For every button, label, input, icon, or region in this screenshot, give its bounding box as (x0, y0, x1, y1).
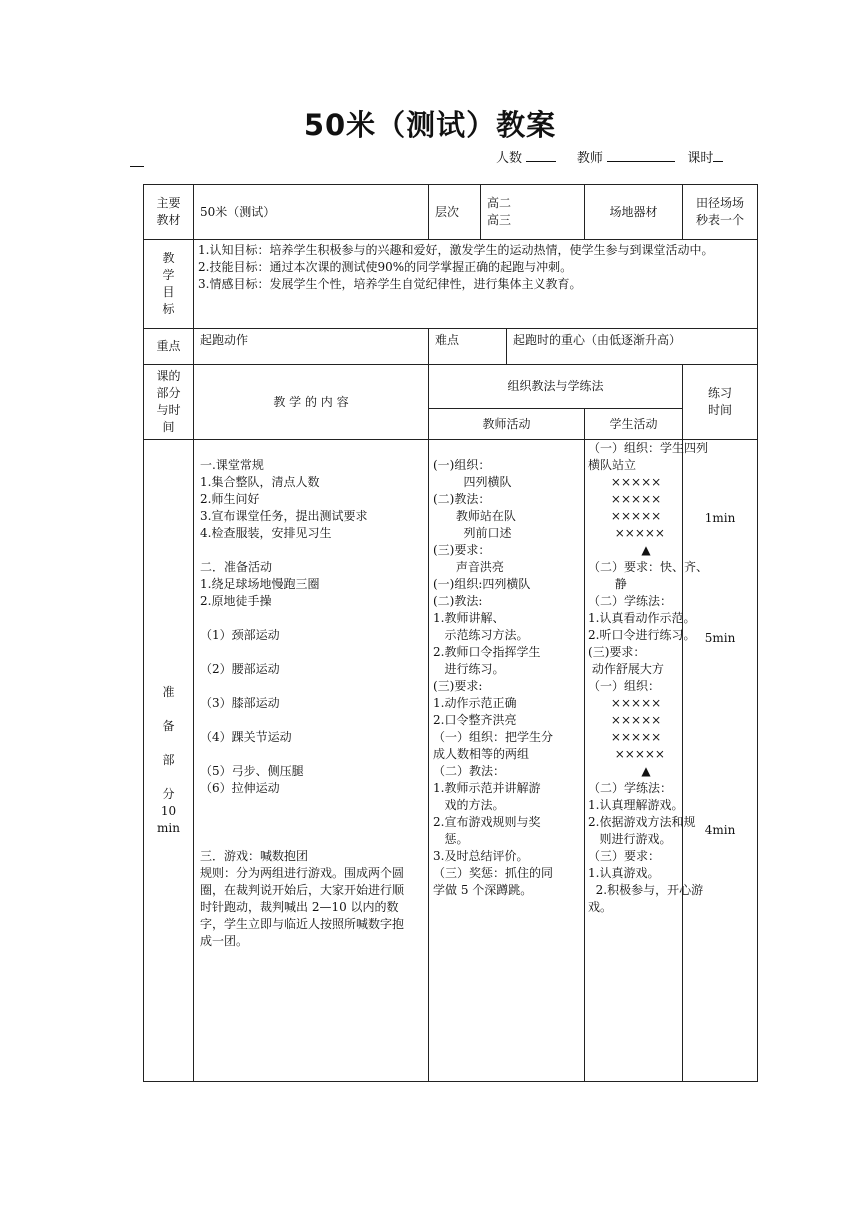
text-line: (一)组织:四列横队 (433, 577, 531, 591)
text-line: （一）组织：把学生分 (433, 730, 554, 744)
text-line: 成一团。 (200, 934, 249, 948)
text-line: 2.依据游戏方法和规 (588, 815, 696, 829)
text-line: 4.检查服装，安排见习生 (200, 526, 332, 540)
teacher-blank (607, 150, 675, 162)
material-row (144, 185, 758, 240)
text-line: （5）弓步、侧压腿 (200, 764, 304, 778)
header-meta (496, 147, 723, 166)
teacher-activity-label: 教师活动 (429, 409, 585, 440)
text-line: 动作舒展大方 (588, 662, 664, 676)
text-line (200, 610, 422, 627)
text-line (200, 797, 422, 814)
text-line: （二）教法： (433, 764, 506, 778)
text-line: 字，学生立即与临近人按照所喊数字抱 (200, 917, 405, 931)
page-title: 50米（测试）教案 (303, 108, 557, 142)
time-value: 5min (704, 631, 736, 645)
text-line: 3.及时总结评价。 (433, 849, 529, 863)
text-line: （1）颈部运动 (200, 628, 280, 642)
time-label: 练习 时间 (683, 365, 758, 440)
material-label: 主要 教材 (144, 185, 194, 240)
text-line: 1.绕足球场地慢跑三圈 (200, 577, 320, 591)
difficulty-value: 起跑时的重心（由低逐渐升高） (507, 329, 758, 365)
text-line (433, 440, 580, 457)
text-line: 成人数相等的两组 (433, 747, 530, 761)
text-line: 学做 5 个深蹲跳。 (433, 883, 533, 897)
text-line: 1.教师示范并讲解游 (433, 781, 541, 795)
period-blank (713, 150, 723, 162)
text-line: 四列横队 (433, 475, 512, 489)
text-line: （二）学练法： (588, 781, 673, 795)
warmup-row (144, 440, 758, 1082)
text-line (200, 831, 422, 848)
text-line: 列前口述 (433, 526, 512, 540)
text-line: （3）膝部运动 (200, 696, 280, 710)
text-line: 一.课堂常规 (200, 458, 264, 472)
text-line: 横队站立 (588, 458, 637, 472)
text-line: (二)教法： (433, 492, 491, 506)
focus-row (144, 329, 758, 365)
text-line: （6）拉伸运动 (200, 781, 280, 795)
difficulty-label: 难点 (429, 329, 507, 365)
text-line: （二）学练法： (588, 594, 673, 608)
text-line: （三）奖惩：抓住的同 (433, 866, 554, 880)
text-line: 二．准备活动 (200, 560, 273, 574)
text-line: 示范练习方法。 (433, 628, 529, 642)
text-line: 2.师生问好 (200, 492, 260, 506)
period-blank-overflow (130, 166, 144, 167)
key-point-value: 起跑动作 (194, 329, 429, 365)
text-line: （三）要求： (588, 849, 661, 863)
text-line: (三)要求: (433, 679, 483, 693)
text-line (200, 746, 422, 763)
text-line (200, 814, 422, 831)
text-line: (三)要求： (588, 645, 646, 659)
teacher-lines (433, 440, 580, 899)
part-name: 准 备 部 分 10 min (144, 440, 194, 1082)
text-line: 1.认真游戏。 (588, 866, 660, 880)
text-line: ××××× (588, 747, 665, 761)
text-line: ××××× (588, 475, 662, 489)
people-blank (526, 150, 556, 162)
text-line (200, 440, 422, 457)
text-line: 戏。 (588, 900, 613, 914)
student-lines (588, 440, 709, 916)
text-line: 声音洪亮 (433, 560, 504, 574)
text-line: 3.宣布课堂任务，提出测试要求 (200, 509, 368, 523)
people-label: 人数 (496, 151, 523, 166)
student-cell (585, 440, 709, 1082)
text-line: 2.口令整齐洪亮 (433, 713, 517, 727)
goals-row (144, 240, 758, 329)
goals-label: 教 学 目 标 (144, 240, 194, 329)
text-line: ××××× (588, 492, 662, 506)
content-label: 教 学 的 内 容 (194, 365, 429, 440)
key-point-label: 重点 (144, 329, 194, 365)
student-activity-label: 学生活动 (585, 409, 683, 440)
text-line: 教师站在队 (433, 509, 516, 523)
text-line: 三．游戏：喊数抱团 (200, 849, 309, 863)
text-line: ××××× (588, 696, 662, 710)
text-line (200, 712, 422, 729)
equipment-value: 田径场场 秒表一个 (683, 185, 758, 240)
content-lines (200, 440, 422, 950)
goal-item: 1.认知目标：培养学生积极参与的兴趣和爱好，激发学生的运动热情，使学生参与到课堂活动中。 (198, 243, 714, 257)
level-label: 层次 (429, 185, 481, 240)
text-line: 2.教师口令指挥学生 (433, 645, 541, 659)
text-line: 戏的方法。 (433, 798, 505, 812)
header-row-1 (144, 365, 758, 409)
text-line: ▲ (588, 764, 651, 778)
text-line: 1.认真理解游戏。 (588, 798, 684, 812)
lesson-plan-table (143, 184, 758, 1082)
equipment-label: 场地器材 (585, 185, 683, 240)
text-line: 1.认真看动作示范。 (588, 611, 696, 625)
text-line: ××××× (588, 509, 662, 523)
text-line: 2.原地徒手操 (200, 594, 272, 608)
text-line: ××××× (588, 713, 662, 727)
time-cell (683, 440, 758, 1082)
text-line: 2.听口令进行练习。 (588, 628, 696, 642)
text-line: （一）组织： (588, 679, 661, 693)
text-line (200, 678, 422, 695)
text-line: 2.积极参与，开心游 (588, 883, 704, 897)
text-line (200, 542, 422, 559)
text-line: 1.集合整队，清点人数 (200, 475, 320, 489)
text-line: 时针跑动，裁判喊出 2—10 以内的数 (200, 900, 399, 914)
text-line (200, 644, 422, 661)
text-line: (二)教法: (433, 594, 483, 608)
method-label: 组织教法与学练法 (429, 365, 683, 409)
text-line: （4）踝关节运动 (200, 730, 292, 744)
material-value: 50米（测试） (194, 185, 429, 240)
text-line: 惩。 (433, 832, 469, 846)
teacher-label: 教师 (576, 151, 603, 166)
text-line: 圈，在裁判说开始后，大家开始进行顺 (200, 883, 405, 897)
text-line: 静 (588, 577, 627, 591)
text-line: 规则：分为两组进行游戏。围成两个圆 (200, 866, 405, 880)
text-line: （2）腰部运动 (200, 662, 280, 676)
text-line: 1.动作示范正确 (433, 696, 517, 710)
goal-item: 3.情感目标：发展学生个性，培养学生自觉纪律性，进行集体主义教育。 (198, 277, 582, 291)
text-line: ▲ (588, 543, 651, 557)
time-value: 4min (704, 823, 736, 837)
teacher-cell (429, 440, 585, 1082)
content-cell (194, 440, 429, 1082)
goal-item: 2.技能目标：通过本次课的测试使90%的同学掌握正确的起跑与冲刺。 (198, 260, 573, 274)
text-line: (一)组织： (433, 458, 491, 472)
text-line: （一）组织：学生四列 (588, 441, 709, 455)
text-line: 1.教师讲解、 (433, 611, 505, 625)
text-line: （二）要求：快、齐、 (588, 560, 709, 574)
text-line: 进行练习。 (433, 662, 505, 676)
text-line: ××××× (588, 526, 665, 540)
section-label: 课的 部分 与时 间 (144, 365, 194, 440)
level-value: 高二 高三 (481, 185, 585, 240)
goals-content (194, 240, 758, 329)
period-label: 课时 (687, 151, 714, 166)
text-line: (三)要求： (433, 543, 491, 557)
text-line: 2.宣布游戏规则与奖 (433, 815, 541, 829)
text-line: ××××× (588, 730, 662, 744)
time-value: 1min (704, 511, 736, 525)
text-line: 则进行游戏。 (588, 832, 672, 846)
